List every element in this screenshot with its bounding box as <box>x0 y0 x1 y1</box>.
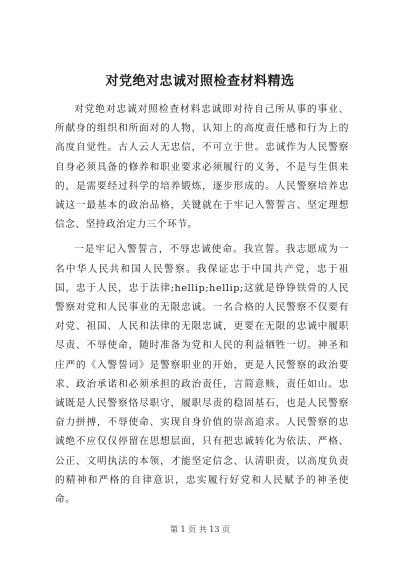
paragraph-intro: 对党绝对忠诚对照检查材料忠诚即对待自己所从事的事业、所献身的组织和所面对的人物，认知上的高度责任感和行为上的高度自觉性。古人云人无忠信，不可立于世。忠诚作为人民警察自身必须具备的修养和职业要求必须履行的义务，不是与生俱来的，是需要经过科学的培养锻炼，逐步形成的。人民警察培养忠诚这一最基本的政治品格，关键就在于牢记入警誓言、坚定理想信念、坚持政治定力三个环节。 <box>55 104 349 231</box>
page-footer: 第 1 页 共 13 页 <box>170 525 230 534</box>
paragraph-oath: 一是牢记入警誓言，不辱忠诚使命。我宣誓。我志愿成为一名中华人民共和国人民警察。我保证忠于中国共产党，忠于祖国，忠于人民，忠于法律;hellip;hellip;这就是铮铮铁骨的人民警察对党和人民事业的无限忠诚。一名合格的人民警察不仅要有对党、祖国、人民和法律的无限忠诚，更要在无限的忠诚中履职尽责、不辱使命，随时准备为党和人民的利益牺牲一切。神圣和庄严的《入警誓词》是警察职业的开始，更是人民警察的政治要求、政治承诺和必须承担的政治责任，言简意赅，责任如山。忠诚既是人民警察恪尽职守，履职尽责的稳固基石，也是人民警察奋力拼搏，不辱使命、实现自身价值的崇高追求。人民警察的忠诚绝不应仅仅停留在思想层面，只有把忠诚转化为依法、严格、公正、文明执法的本领，才能坚定信念、认清职责，以高度负责的精神和严格的自律意识，忠实履行好党和人民赋予的神圣使命。 <box>55 244 349 506</box>
document-title: 对党绝对忠诚对照检查材料精选 <box>105 74 295 89</box>
document-body <box>55 100 349 509</box>
